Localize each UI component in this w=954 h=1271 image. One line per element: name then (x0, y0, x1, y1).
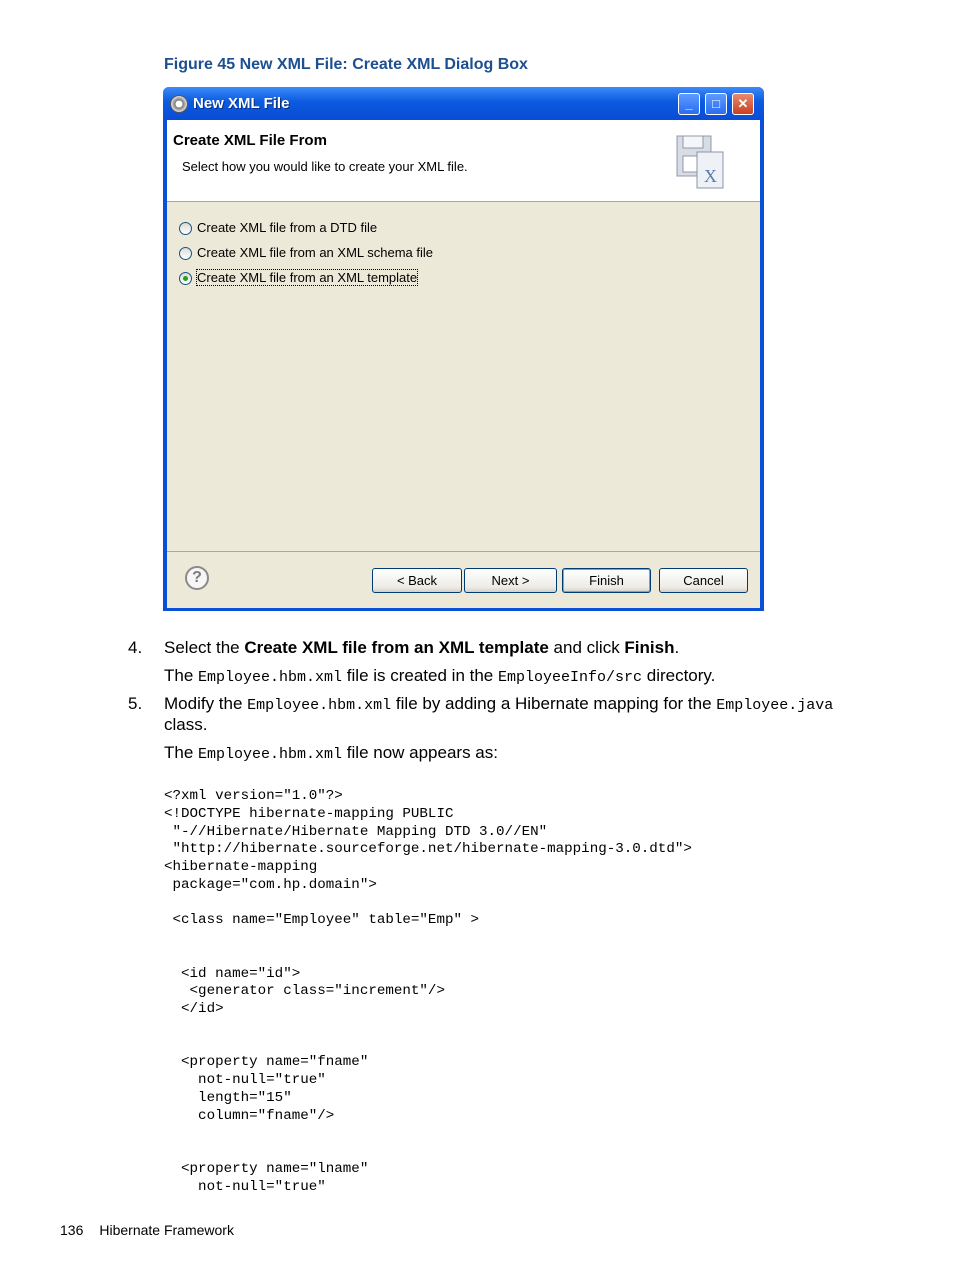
footer-section: Hibernate Framework (99, 1222, 234, 1238)
svg-text:X: X (704, 166, 717, 186)
dialog-title: New XML File (193, 95, 290, 112)
button-bar-separator (167, 551, 760, 552)
finish-button[interactable]: Finish (562, 568, 651, 593)
gear-icon (170, 95, 188, 113)
figure-caption: Figure 45 New XML File: Create XML Dialog Box (164, 56, 528, 73)
close-button[interactable]: ✕ (732, 93, 754, 115)
step-4-text-c: and click (548, 638, 625, 657)
wizard-title: Create XML File From (173, 132, 327, 149)
help-icon[interactable]: ? (185, 566, 209, 590)
step-4-result-file: Employee.hbm.xml (198, 669, 343, 686)
step-5-number: 5. (128, 694, 143, 713)
step-5-result (164, 743, 498, 765)
radio-schema[interactable] (179, 247, 192, 260)
step-4-result-c: directory. (642, 666, 716, 685)
step-5-result-b: file now appears as: (342, 743, 498, 762)
page-footer (60, 1222, 234, 1238)
new-xml-file-dialog (163, 87, 764, 611)
option-template-label: Create XML file from an XML template (197, 270, 418, 285)
step-4-text (164, 638, 679, 658)
step-5-result-a: The (164, 743, 199, 762)
step-5-text-b: file by adding a Hibernate mapping for the (391, 694, 717, 713)
dialog-titlebar[interactable] (163, 87, 764, 120)
step-5-text (164, 694, 833, 716)
step-4-finish: Finish (624, 638, 675, 657)
radio-template-selected[interactable] (179, 272, 192, 285)
step-5-file: Employee.hbm.xml (247, 697, 392, 714)
step-5-class: Employee.java (716, 697, 834, 714)
step-5-text-a: Modify the (164, 694, 248, 713)
next-button[interactable]: Next > (464, 568, 557, 593)
option-schema-label: Create XML file from an XML schema file (197, 245, 434, 260)
step-5-result-file: Employee.hbm.xml (198, 746, 343, 763)
xml-file-icon (675, 134, 725, 192)
page-number: 136 (60, 1222, 84, 1238)
dialog-client-area (167, 120, 760, 608)
back-button[interactable]: < Back (372, 568, 462, 593)
step-4-option-name: Create XML file from an XML template (244, 638, 549, 657)
step-4-result-dir: EmployeeInfo/src (497, 669, 643, 686)
wizard-header (167, 120, 760, 202)
step-4-text-a: Select the (164, 638, 245, 657)
step-4-result-b: file is created in the (342, 666, 498, 685)
step-4-result-a: The (164, 666, 199, 685)
step-4-text-e: . (674, 638, 680, 657)
step-5-text-cont: class. (164, 715, 208, 734)
minimize-button[interactable]: _ (678, 93, 700, 115)
radio-dtd[interactable] (179, 222, 192, 235)
option-dtd-label: Create XML file from a DTD file (197, 220, 378, 235)
wizard-subtitle: Select how you would like to create your XML file. (182, 159, 468, 174)
maximize-button[interactable]: □ (705, 93, 727, 115)
code-listing: <?xml version="1.0"?> <!DOCTYPE hibernate-mapping PUBLIC "-//Hibernate/Hibernate Mapping DTD 3.0//EN" "http://hibernate.sourceforge.net/hibernate-mapping-3.0.dtd"> <hibernate-mapping package="com.hp.domain"> <class name="Employee" table="Emp" > <id name="id"> <generator class="increment"/> </id> <property name="fname" not-null="true" length="15" column="fname"/> <property name="lname" not-null="true" (164, 788, 692, 1195)
cancel-button[interactable]: Cancel (659, 568, 748, 593)
step-4-result (164, 666, 715, 688)
step-4-number: 4. (128, 638, 143, 657)
